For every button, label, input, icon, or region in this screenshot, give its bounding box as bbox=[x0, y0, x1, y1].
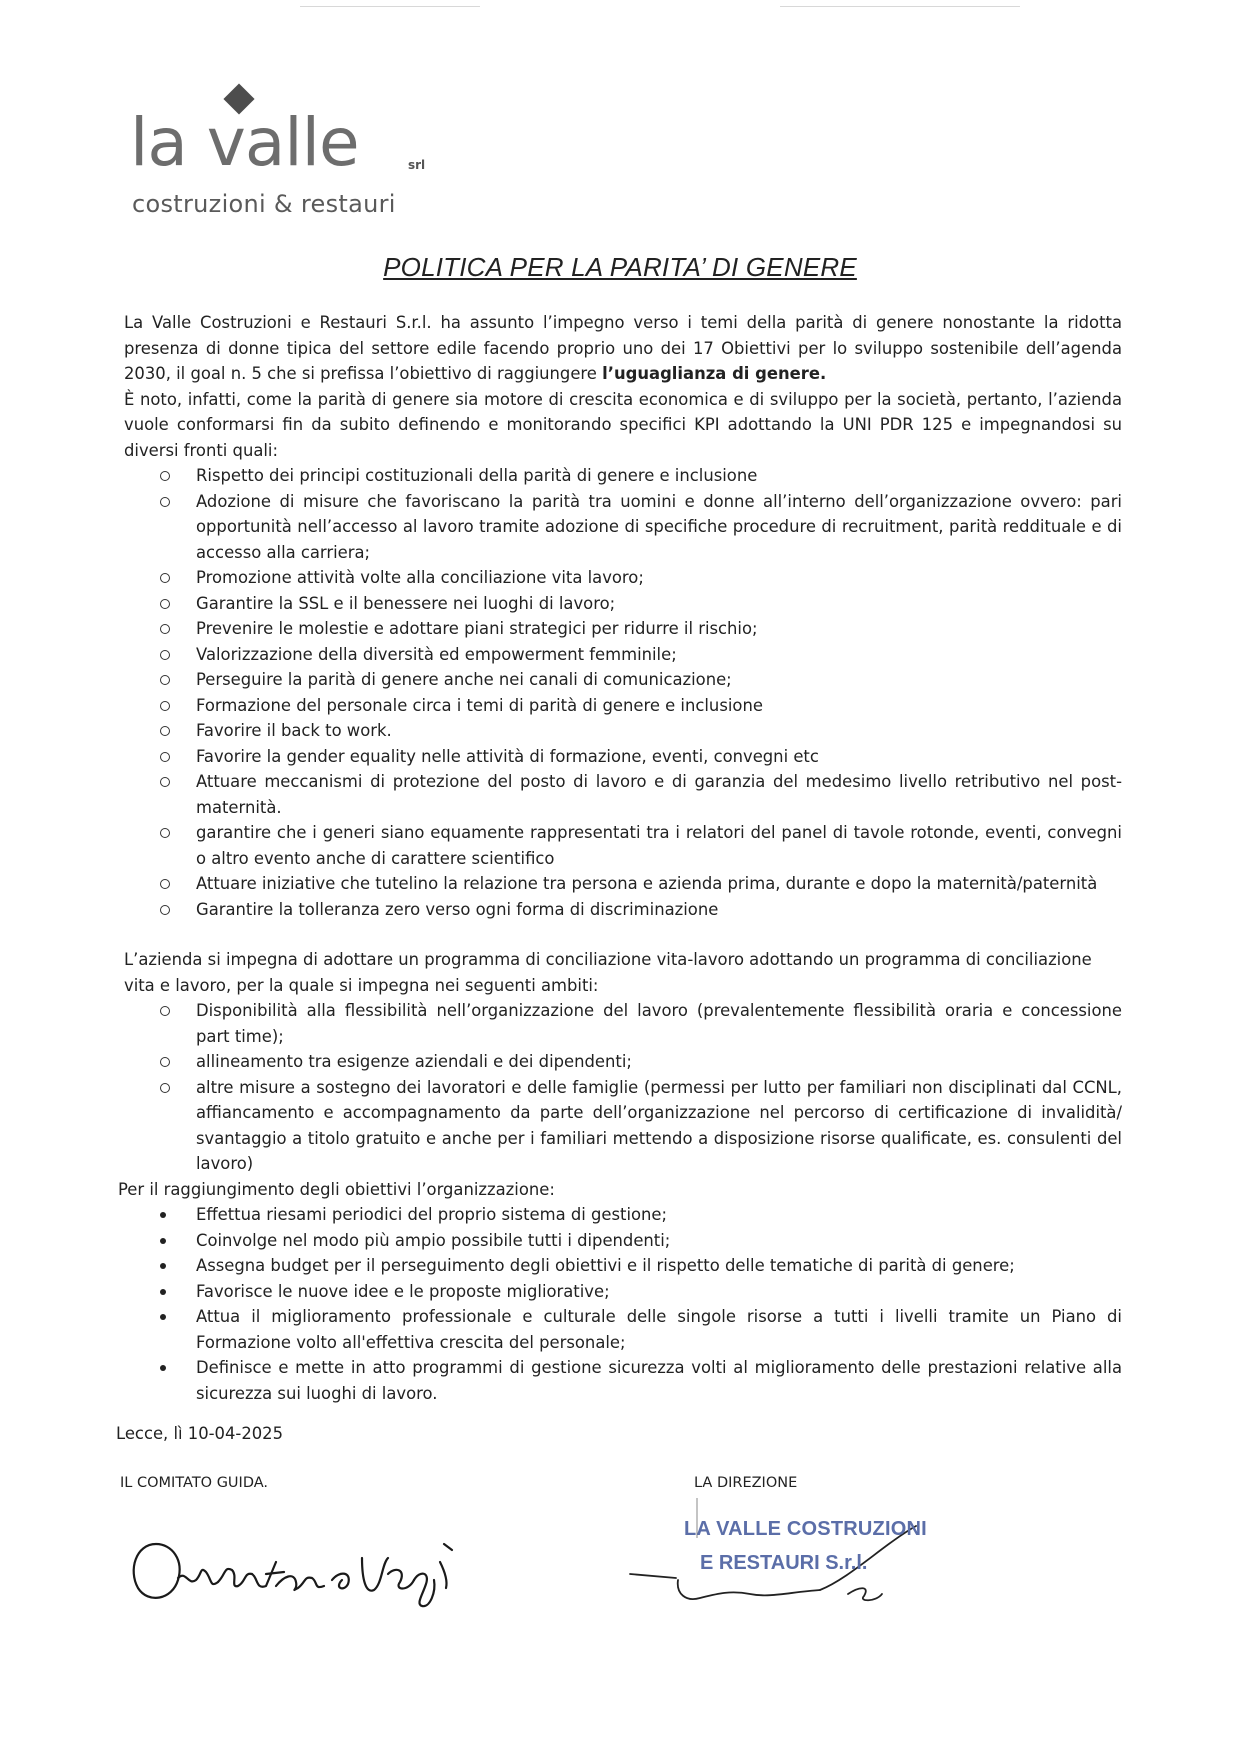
intro-bold-text: l’uguaglianza di genere. bbox=[602, 364, 827, 383]
bullet-circle-icon bbox=[160, 1057, 170, 1067]
bullet-circle-icon bbox=[160, 573, 170, 583]
list-item bbox=[124, 1075, 1122, 1177]
list-item-text: Favorire il back to work. bbox=[196, 721, 392, 740]
bullet-circle-icon bbox=[160, 828, 170, 838]
bullet-circle-icon bbox=[160, 777, 170, 787]
logo-wordmark: la valle bbox=[130, 104, 359, 181]
bullet-dot-icon bbox=[160, 1238, 166, 1244]
list-item-text: Assegna budget per il perseguimento degli obiettivi e il rispetto delle tematiche di parità di genere; bbox=[196, 1256, 1015, 1275]
bullet-dot-icon bbox=[160, 1263, 166, 1269]
list-item bbox=[124, 820, 1122, 871]
list-item-text: allineamento tra esigenze aziendali e dei dipendenti; bbox=[196, 1052, 632, 1071]
bullet-circle-icon bbox=[160, 752, 170, 762]
list-item bbox=[124, 744, 1122, 770]
list-item bbox=[124, 489, 1122, 566]
list-item-text: Rispetto dei principi costituzionali della parità di genere e inclusione bbox=[196, 466, 758, 485]
list-item-text: garantire che i generi siano equamente rappresentati tra i relatori del panel di tavole rotonde, eventi, convegni o altro evento anche di carattere scientifico bbox=[196, 823, 1122, 868]
bullet-dot-icon bbox=[160, 1314, 166, 1320]
bullet-dot-icon bbox=[160, 1289, 166, 1295]
scan-artifact-line bbox=[780, 6, 1020, 7]
bullet-circle-icon bbox=[160, 599, 170, 609]
list-item-text: Garantire la SSL e il benessere nei luoghi di lavoro; bbox=[196, 593, 616, 613]
list-item-text: Perseguire la parità di genere anche nei canali di comunicazione; bbox=[196, 670, 732, 689]
conciliation-intro: L’azienda si impegna di adottare un programma di conciliazione vita-lavoro adottando un programma di conciliazione vita e lavoro, per la quale si impegna nei seguenti ambiti: bbox=[124, 950, 1092, 995]
bullet-circle-icon bbox=[160, 701, 170, 711]
handwritten-signature-left bbox=[126, 1500, 466, 1610]
intro-paragraph bbox=[124, 310, 1122, 387]
list-item-text: Disponibilità alla flessibilità nell’organizzazione del lavoro (prevalentemente flessibilità oraria e concessione part time); bbox=[196, 1001, 1122, 1046]
list-item bbox=[124, 565, 1122, 591]
list-item-text: Adozione di misure che favoriscano la parità tra uomini e donne all’interno dell’organizzazione ovvero: pari opportunità nell’accesso al lavoro tramite adozione di specifiche procedure di recruitment, parità reddituale e di accesso alla carriera; bbox=[196, 491, 1122, 562]
commitments-list bbox=[124, 463, 1122, 922]
list-item-text: Attuare iniziative che tutelino la relazione tra persona e azienda prima, durante e dopo la maternità/paternità bbox=[196, 874, 1098, 893]
list-item-text: Definisce e mette in atto programmi di gestione sicurezza volti al miglioramento delle prestazioni relative alla sicurezza sui luoghi di lavoro. bbox=[196, 1358, 1122, 1403]
bullet-circle-icon bbox=[160, 1006, 170, 1016]
document-body bbox=[118, 310, 1122, 1406]
bullet-circle-icon bbox=[160, 1083, 170, 1093]
scan-artifact-line bbox=[300, 6, 480, 7]
list-item-text: Attuare meccanismi di protezione del posto di lavoro e di garanzia del medesimo livello retributivo nel post-maternità. bbox=[196, 772, 1122, 817]
list-item-text: Promozione attività volte alla conciliazione vita lavoro; bbox=[196, 568, 644, 587]
bullet-circle-icon bbox=[160, 471, 170, 481]
bullet-circle-icon bbox=[160, 650, 170, 660]
date-line: Lecce, lì 10-04-2025 bbox=[116, 1424, 284, 1443]
list-item bbox=[124, 642, 1122, 668]
list-item bbox=[124, 1202, 1122, 1228]
list-item bbox=[124, 463, 1122, 489]
list-item bbox=[124, 1304, 1122, 1355]
list-item-text: Favorisce le nuove idee e le proposte migliorative; bbox=[196, 1281, 610, 1301]
list-item-text: Coinvolge nel modo più ampio possibile tutti i dipendenti; bbox=[196, 1230, 671, 1250]
bullet-circle-icon bbox=[160, 905, 170, 915]
intro-paragraph-2: È noto, infatti, come la parità di genere sia motore di crescita economica e di sviluppo per la società, pertanto, l’azienda vuole conformarsi fin da subito definendo e monitorando specifici KPI adottando la UNI PDR 125 e impegnandosi su diversi fronti quali: bbox=[124, 389, 1122, 460]
list-item bbox=[124, 693, 1122, 719]
list-item-text: altre misure a sostegno dei lavoratori e delle famiglie (permessi per lutto per familiari non disciplinati dal CCNL, affiancamento e accompagnamento da parte dell’organizzazione nel percorso di certificazione di invalidità/ svantaggio a titolo gratuito e anche per i familiari mettendo a disposizione risorse qualificate, es. consulenti del lavoro) bbox=[196, 1077, 1122, 1173]
objectives-list bbox=[124, 1202, 1122, 1406]
list-item bbox=[124, 769, 1122, 820]
document-title: POLITICA PER LA PARITA’ DI GENERE bbox=[383, 252, 857, 282]
list-item bbox=[124, 667, 1122, 693]
signature-label-right: LA DIREZIONE bbox=[694, 1475, 798, 1491]
conciliation-list bbox=[124, 998, 1122, 1177]
bullet-dot-icon bbox=[160, 1212, 166, 1218]
company-logo bbox=[130, 88, 426, 218]
bullet-circle-icon bbox=[160, 726, 170, 736]
list-item-text: Garantire la tolleranza zero verso ogni forma di discriminazione bbox=[196, 899, 719, 919]
stamp-line-2: E RESTAURI S.r.l. bbox=[700, 1552, 868, 1574]
objectives-intro: Per il raggiungimento degli obiettivi l’organizzazione: bbox=[118, 1179, 555, 1199]
bullet-circle-icon bbox=[160, 624, 170, 634]
list-item bbox=[124, 591, 1122, 617]
list-item bbox=[124, 1279, 1122, 1305]
intro-text-1: La Valle Costruzioni e Restauri S.r.l. ha assunto l’impegno verso i temi della parità di genere nonostante la ridotta presenza di donne tipica del settore edile facendo proprio uno dei 17 Obiettivi per lo sviluppo sostenibile dell’agenda 2030, il goal n. 5 che si prefissa l’obiettivo di raggiungere bbox=[124, 313, 1122, 383]
list-item bbox=[124, 1049, 1122, 1075]
list-item-text: Effettua riesami periodici del proprio sistema di gestione; bbox=[196, 1205, 668, 1224]
signature-label-left: IL COMITATO GUIDA. bbox=[120, 1475, 269, 1491]
list-item bbox=[124, 1253, 1122, 1279]
list-item-text: Attua il miglioramento professionale e culturale delle singole risorse a tutti i livelli tramite un Piano di Formazione volto all'effettiva crescita del personale; bbox=[196, 1307, 1122, 1352]
list-item-text: Valorizzazione della diversità ed empowerment femminile; bbox=[196, 644, 677, 664]
list-item bbox=[124, 1228, 1122, 1254]
bullet-circle-icon bbox=[160, 497, 170, 507]
bullet-circle-icon bbox=[160, 675, 170, 685]
bullet-circle-icon bbox=[160, 879, 170, 889]
list-item bbox=[124, 897, 1122, 923]
list-item bbox=[124, 1355, 1122, 1406]
logo-tagline: costruzioni & restauri bbox=[132, 190, 396, 218]
list-item-text: Favorire la gender equality nelle attività di formazione, eventi, convegni etc bbox=[196, 746, 819, 766]
list-item bbox=[124, 998, 1122, 1049]
list-item bbox=[124, 871, 1122, 897]
list-item bbox=[124, 616, 1122, 642]
list-item-text: Formazione del personale circa i temi di parità di genere e inclusione bbox=[196, 695, 763, 715]
list-item bbox=[124, 718, 1122, 744]
bullet-dot-icon bbox=[160, 1365, 166, 1371]
list-item-text: Prevenire le molestie e adottare piani strategici per ridurre il rischio; bbox=[196, 619, 758, 638]
logo-srl: srl bbox=[408, 158, 426, 172]
stamp-line-1: LA VALLE COSTRUZIONI bbox=[684, 1518, 927, 1540]
company-stamp bbox=[620, 1498, 1000, 1608]
